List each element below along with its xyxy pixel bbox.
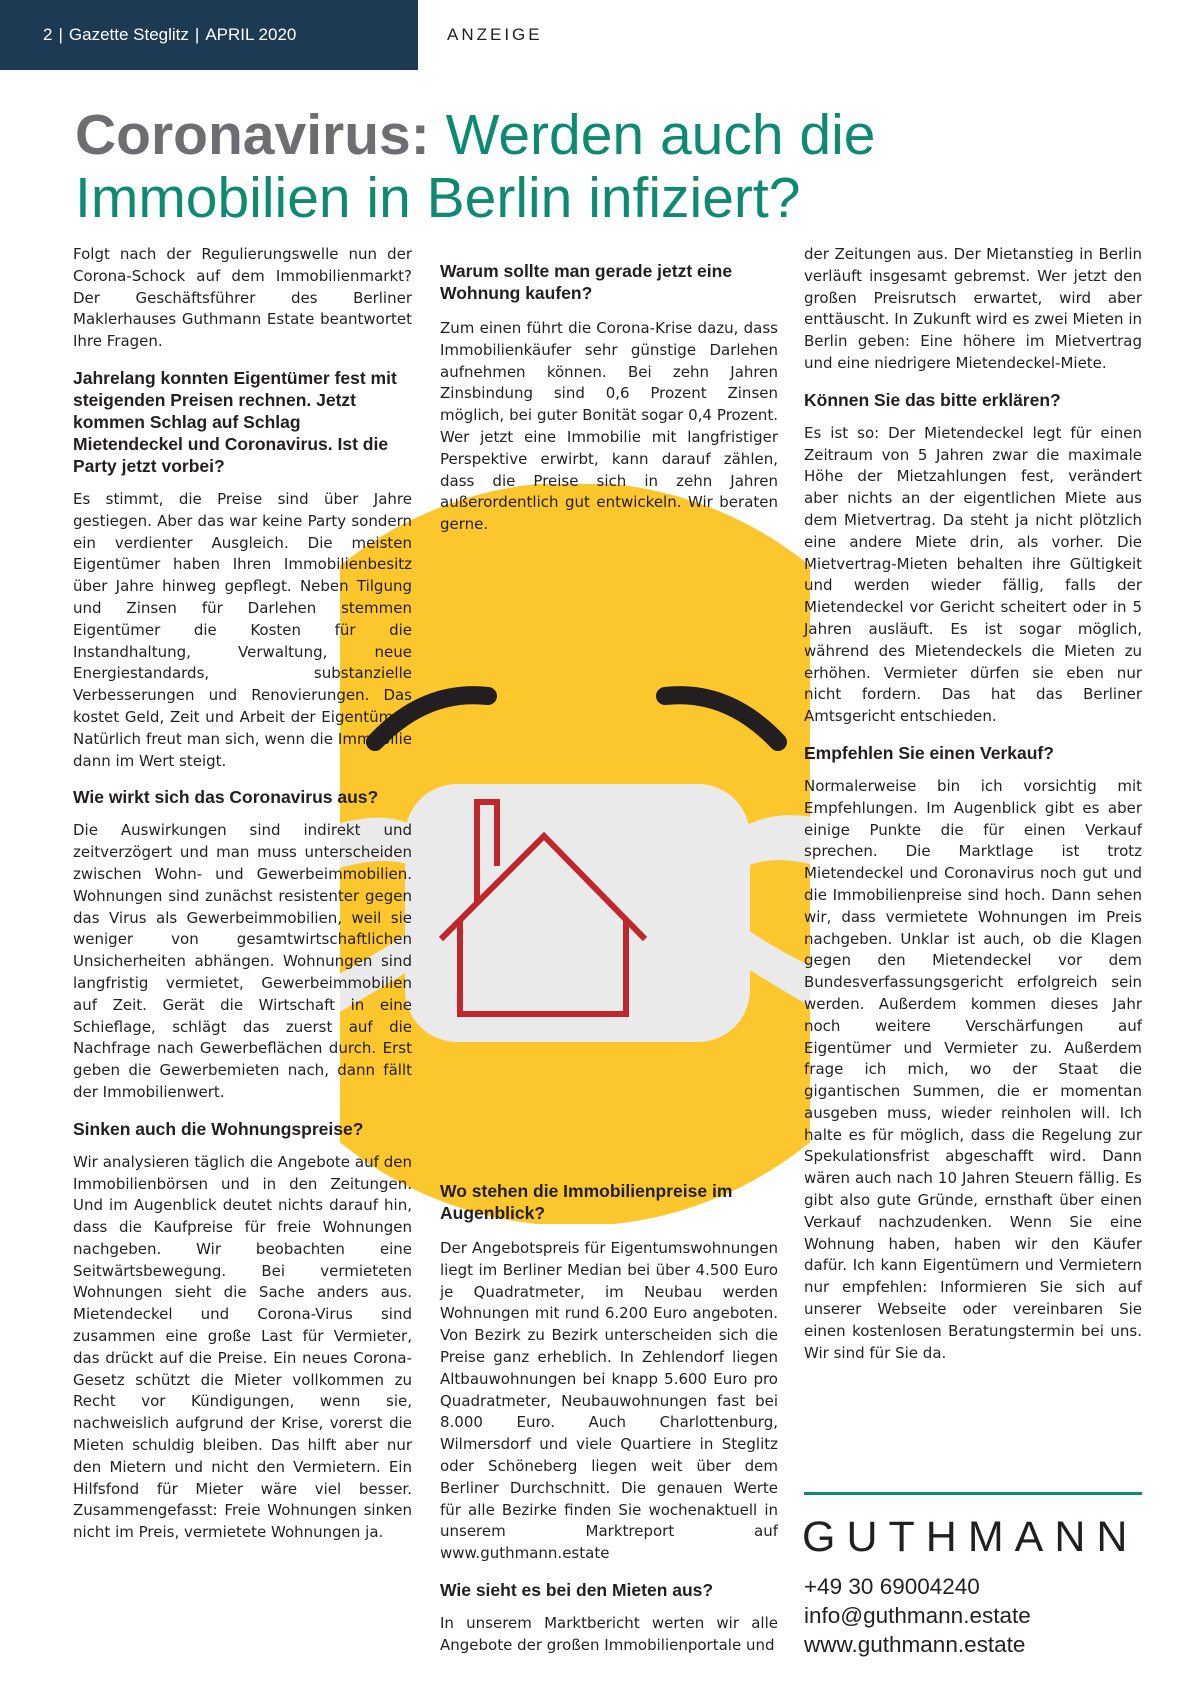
answer-text: Die Auswirkungen sind indirekt und zeitverzögert und man muss unterscheiden zwischen Wohn- und Gewerbeimmobilien. Wohnungen sind zunächst resistenter gegen das Virus als Gewerbeimmobilien, weil sie weniger von gesamtwirtschaftlichen Unsicherheiten abhängen. Wohnungen sind langfristig vermietet, Gewerbeimmobilien auf Zeit. Gerät die Wirtschaft in eine Schieflage, schlägt das zuerst auf die Nachfrage nach Gewerbeflächen durch. Erst geben die Gewerbemieten nach, dann fällt der Immobilienwert. <box>73 821 412 1101</box>
guthmann-logo: GUTHMANN <box>802 1513 1139 1561</box>
column-2-bottom <box>440 1180 778 1657</box>
answer-text: der Zeitungen aus. Der Mietanstieg in Berlin verläuft insgesamt gebremst. Wer jetzt den großen Preisrutsch erwartet, wird aber enttäuscht. In Zukunft wird es zwei Mieten in Berlin geben: Eine höhere im Mietvertrag und eine niedrigere Mietendeckel-Miete. <box>804 245 1142 372</box>
header-separator: | <box>58 25 63 44</box>
question-heading: Wo stehen die Immobilienpreise im Augenblick? <box>440 1181 733 1223</box>
answer-text: Wir analysieren täglich die Angebote auf den Immobilienbörsen und in den Zeitungen. Und im Augenblick deutet nichts darauf hin, dass die Kaufpreise für freie Wohnungen nachgeben. Wir beobachten eine Seitwärtsbewegung. Bei vermieteten Wohnungen sieht die Sache anders aus. Mietendeckel und Corona-Virus sind zusammen eine große Last für Vermieter, das drückt auf die Preise. Ein neues Corona-Gesetz schützt die Mieter vollkommen zu Recht vor Kündigungen, wenn sie, nachweislich aufgrund der Krise, vorerst die Mieten schuldig bleiben. Das hilft aber nur den Mietern und nicht den Vermietern. Ein Hilfsfond für Mieter wäre viel besser. Zusammengefasst: Freie Wohnungen sinken nicht im Preis, vermietete Wohnungen ja. <box>73 1152 412 1542</box>
phone-number: +49 30 69004240 <box>804 1574 980 1599</box>
accent-divider <box>804 1492 1142 1495</box>
intro-text: Folgt nach der Regulierungswelle nun der Corona-Schock auf dem Immobilienmarkt? Der Geschäftsführer des Berliner Maklerhauses Guthmann Estate beantwortet Ihre Fragen. <box>73 245 412 351</box>
column-1 <box>73 244 412 1544</box>
header-bar <box>0 0 418 70</box>
answer-text: Normalerweise bin ich vorsichtig mit Empfehlungen. Im Augenblick gibt es aber einige Punkte die für einen Verkauf sprechen. Die Marktlage ist trotz Mietendeckel und Coronavirus noch gut und die Immobilienpreise sind hoch. Dann sehen wir, dass vermietete Wohnungen im Preis nachgeben. Unklar ist auch, ob die Klagen gegen den Mietendeckel vor dem Bundesverfassungsgericht erfolgreich sein werden. Außerdem kommen dieses Jahr noch weitere Verschärfungen auf Eigentümer und Vermieter zu. Außerdem frage ich mich, wo der Staat die gigantischen Summen, die er momentan ausgeben muss, wieder reinholen will. Ich halte es für möglich, dass die Regelung zur Spekulationsfrist abgeschafft wird. Dann wären auch nach 10 Jahren Steuern fällig. Es gibt also gute Gründe, ernsthaft über einen Verkauf nachzudenken. Wenn Sie eine Wohnung haben, haben wir den Käufer dafür. Ich kann Eigentümern und Vermietern nur empfehlen: Informieren Sie sich auf unserer Webseite oder vereinbaren Sie einen kostenlosen Beratungstermin bei uns. Wir sind für Sie da. <box>804 776 1142 1362</box>
header-separator: | <box>194 25 200 44</box>
answer-text: In unserem Marktbericht werten wir alle Angebote der großen Immobilienportale und <box>440 1613 778 1654</box>
headline-line2: Immobilien in Berlin infiziert? <box>75 166 801 230</box>
question-heading: Können Sie das bitte erklären? <box>804 389 1061 410</box>
question-heading: Wie sieht es bei den Mieten aus? <box>440 1579 714 1600</box>
advertisement-label: ANZEIGE <box>447 25 543 44</box>
issue-date: APRIL 2020 <box>205 25 297 44</box>
column-3 <box>804 244 1142 1364</box>
answer-text: Zum einen führt die Corona-Krise dazu, dass Immobilienkäufer sehr günstige Darlehen aufnehmen können. Bei zehn Jahren Zinsbindung sind 0,6 Prozent Zinsen möglich, bei guter Bonität sogar 0,4 Prozent. Wer jetzt eine Immobilie mit langfristiger Perspektive erwirbt, kann darauf zählen, dass die Preise sich in zehn Jahren außerordentlich gut entwickeln. Wir beraten gerne. <box>440 319 778 534</box>
headline-line1: Werden auch die <box>429 103 876 167</box>
answer-text: Der Angebotspreis für Eigentumswohnungen liegt im Berliner Median bei über 4.500 Euro je Quadratmeter, im Neubau werden Wohnungen mit rund 6.200 Euro angeboten. Von Bezirk zu Bezirk unterscheiden sich die Preise ganz erheblich. In Zehlendorf liegen Altbauwohnungen bei knapp 5.600 Euro pro Quadratmeter, Neubauwohnungen fast bei 8.000 Euro. Auch Charlottenburg, Wilmersdorf und viele Quartiere in Steglitz oder Schöneberg liegen weit über dem Berliner Durchschnitt. Die genauen Werte für alle Bezirke finden Sie wochenaktuell in unserem Marktreport auf www.guthmann.estate <box>440 1239 778 1563</box>
answer-text: Es stimmt, die Preise sind über Jahre gestiegen. Aber das war keine Party sondern ein verdienter Ausgleich. Die meisten Eigentümer haben Ihren Immobilienbesitz über Jahre hinweg gepflegt. Neben Tilgung und Zinsen für Darlehen stemmen Eigentümer die Kosten für die Instandhaltung, Verwaltung, neue Energiestandards, substanzielle Verbesserungen und Renovierungen. Das kostet Geld, Zeit und Arbeit der Eigentümer. Natürlich freut man sich, wenn die Immobilie dann im Wert steigt. <box>73 489 412 770</box>
publication-name: Gazette Steglitz <box>68 25 189 44</box>
question-heading: Empfehlen Sie einen Verkauf? <box>804 742 1054 763</box>
question-heading: Warum sollte man gerade jetzt eine Wohnung kaufen? <box>440 261 733 303</box>
website-url: www.guthmann.estate <box>804 1632 1026 1657</box>
page-title <box>75 104 1135 230</box>
email-address: info@guthmann.estate <box>804 1603 1031 1628</box>
contact-block <box>804 1572 1031 1659</box>
headline-keyword: Coronavirus: <box>75 103 430 167</box>
question-heading: Jahrelang konnten Eigentümer fest mit steigenden Preisen rechnen. Jetzt kommen Schlag auf Schlag Mietendeckel und Coronavirus. Ist die Party jetzt vorbei? <box>73 367 397 476</box>
mask-panel <box>405 784 750 1042</box>
question-heading: Wie wirkt sich das Coronavirus aus? <box>73 787 379 808</box>
answer-text: Es ist so: Der Mietendeckel legt für einen Zeitraum von 5 Jahren zwar die maximale Höhe der Mietzahlungen fest, verändert aber nichts an der eigentlichen Miete aus dem Mietvertrag. Da steht ja nicht plötzlich eine andere Miete drin, als vorher. Die Mietvertrag-Mieten behalten ihre Gültigkeit und werden wieder fällig, falls der Mietendeckel vor Gericht scheitert oder in 5 Jahren ausläuft. Es ist sogar möglich, während des Mietendeckels die Mieten zu erhöhen. Vermieter dürfen sie eben nur nicht fordern. Das hat das Berliner Amtsgericht entschieden. <box>804 423 1142 726</box>
page-number: 2 <box>43 25 53 44</box>
question-heading: Sinken auch die Wohnungspreise? <box>73 1118 364 1139</box>
column-2-top <box>440 260 778 536</box>
